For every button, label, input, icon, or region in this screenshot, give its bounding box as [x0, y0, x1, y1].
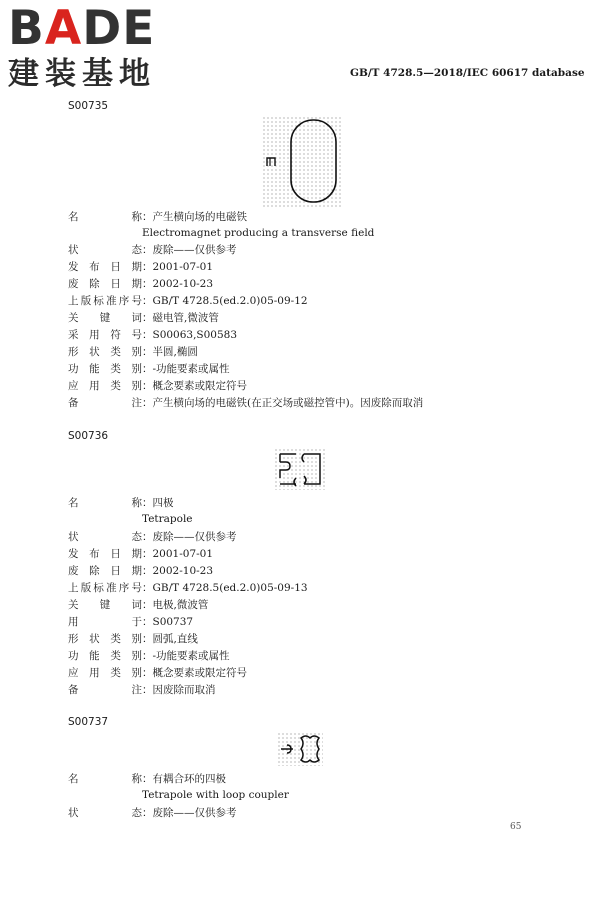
field-status: 状态：废除——仅供参考 — [68, 531, 237, 543]
symbol-electromagnet-transverse — [262, 116, 342, 208]
symbol-tetrapole-loop-coupler — [277, 732, 323, 766]
standard-title: GB/T 4728.5—2018/IEC 60617 database — [350, 67, 585, 79]
symbol-tetrapole — [274, 448, 326, 490]
field-function-class: 功能类别：-功能要素或属性 — [68, 363, 230, 375]
field-status: 状态：废除——仅供参考 — [68, 244, 237, 256]
symbol-code: S00737 — [68, 716, 109, 728]
logo-subtitle: 建装基地 — [8, 56, 156, 92]
field-application-class: 应用类别：概念要素或限定符号 — [68, 667, 247, 679]
field-previous-edition: 上版标准序号：GB/T 4728.5(ed.2.0)05-09-12 — [68, 295, 308, 307]
field-name: 名称：四极 — [68, 497, 174, 509]
field-previous-edition: 上版标准序号：GB/T 4728.5(ed.2.0)05-09-13 — [68, 582, 308, 594]
symbol-code: S00735 — [68, 100, 109, 112]
field-remark: 备注：产生横向场的电磁铁(在正交场或磁控管中)。因废除而取消 — [68, 397, 424, 409]
field-remark: 备注：因废除而取消 — [68, 684, 216, 696]
field-release-date: 发布日期：2001-07-01 — [68, 261, 214, 273]
field-application-class: 应用类别：概念要素或限定符号 — [68, 380, 247, 392]
field-withdraw-date: 废除日期：2002-10-23 — [68, 565, 214, 577]
field-keywords: 关键词：电极,微波管 — [68, 599, 209, 611]
field-withdraw-date: 废除日期：2002-10-23 — [68, 278, 214, 290]
field-shape-class: 形状类别：圆弧,直线 — [68, 633, 198, 645]
page-number: 65 — [510, 822, 522, 832]
logo-mark: BADE — [8, 1, 156, 56]
field-shape-class: 形状类别：半圆,椭圆 — [68, 346, 198, 358]
field-name: 名称：产生横向场的电磁铁 — [68, 211, 247, 223]
field-status: 状态：废除——仅供参考 — [68, 807, 237, 819]
english-name: Electromagnet producing a transverse field — [142, 227, 375, 239]
symbol-code: S00736 — [68, 430, 109, 442]
english-name: Tetrapole with loop coupler — [142, 789, 289, 801]
field-name: 名称：有耦合环的四极 — [68, 773, 226, 785]
field-keywords: 关键词：磁电管,微波管 — [68, 312, 219, 324]
field-function-class: 功能类别：-功能要素或属性 — [68, 650, 230, 662]
brand-logo — [8, 1, 178, 96]
english-name: Tetrapole — [142, 513, 193, 525]
field-release-date: 发布日期：2001-07-01 — [68, 548, 214, 560]
field-uses-symbols: 采用符号：S00063,S00583 — [68, 329, 238, 341]
field-used-for: 用于：S00737 — [68, 616, 194, 628]
